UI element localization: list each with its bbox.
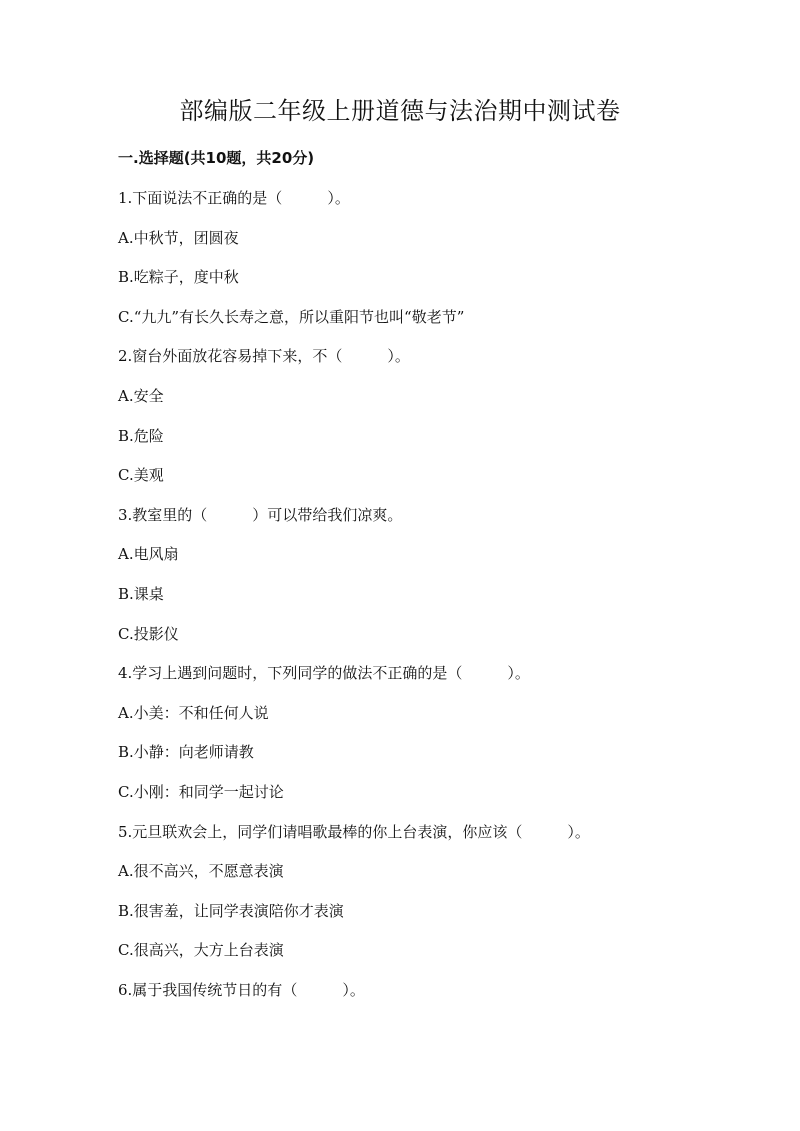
question-2-option-c: C.美观 [118, 466, 164, 484]
question-3-option-a: A.电风扇 [118, 545, 179, 563]
page-title: 部编版二年级上册道德与法治期中测试卷 [179, 97, 621, 125]
question-5-option-a: A.很不高兴，不愿意表演 [118, 862, 284, 880]
question-stem-6: 6.属于我国传统节日的有（ ）。 [118, 981, 365, 999]
question-stem-4: 4.学习上遇到问题时，下列同学的做法不正确的是（ ）。 [118, 664, 530, 682]
question-2-option-b: B.危险 [118, 427, 164, 445]
question-1-option-b: B.吃粽子，度中秋 [118, 268, 239, 286]
question-4-option-c: C.小刚：和同学一起讨论 [118, 783, 284, 801]
question-4-option-b: B.小静：向老师请教 [118, 743, 254, 761]
question-stem-1: 1.下面说法不正确的是（ ）。 [118, 189, 350, 207]
question-4-option-a: A.小美：不和任何人说 [118, 704, 269, 722]
question-stem-3: 3.教室里的（ ）可以带给我们凉爽。 [118, 506, 403, 524]
question-3-option-b: B.课桌 [118, 585, 164, 603]
question-2-option-a: A.安全 [118, 387, 164, 405]
section-heading: 一.选择题(共10题，共20分) [118, 149, 315, 167]
question-stem-2: 2.窗台外面放花容易掉下来，不（ ）。 [118, 347, 410, 365]
question-1-option-c: C.“九九”有长久长寿之意，所以重阳节也叫“敬老节” [118, 308, 465, 326]
question-1-option-a: A.中秋节，团圆夜 [118, 229, 239, 247]
question-3-option-c: C.投影仪 [118, 625, 179, 643]
question-5-option-b: B.很害羞，让同学表演陪你才表演 [118, 902, 344, 920]
question-5-option-c: C.很高兴，大方上台表演 [118, 941, 284, 959]
question-stem-5: 5.元旦联欢会上，同学们请唱歌最棒的你上台表演，你应该（ ）。 [118, 823, 590, 841]
